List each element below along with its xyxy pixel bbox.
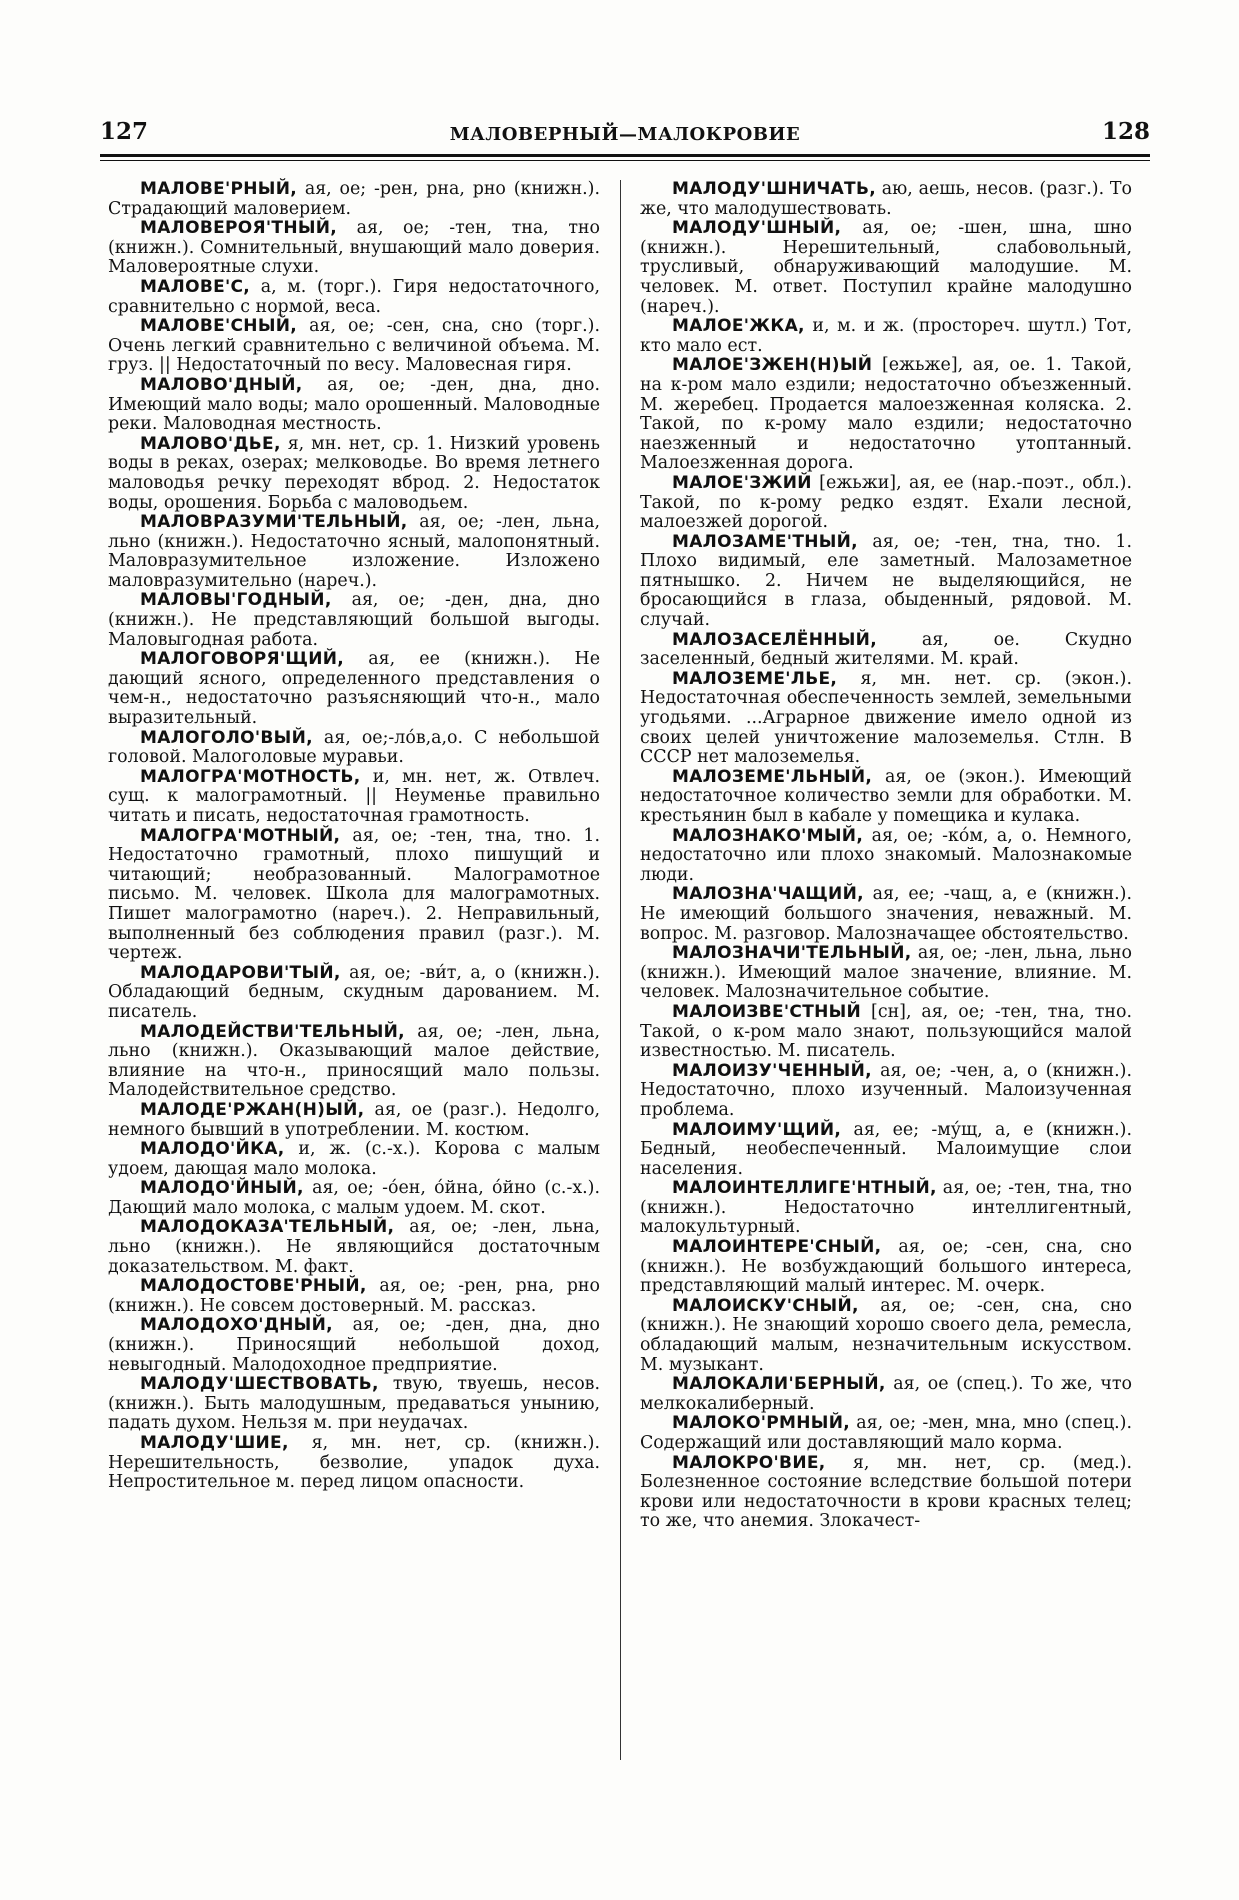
entry-definition: [ежьже], ая, ое. 1. Такой, на к-ром мало ездили; недостаточно объезженный. М. жеребец. Продается малоезженная коляска. 2. Такой, по к-рому мало ездили; недостаточно наезженный и недостаточно утоптанный. Малоезженная дорога. — [640, 355, 1132, 474]
entry-headword: МАЛОВО'ДЬЕ, — [140, 433, 281, 454]
entry-definition: ая, ое; -рен, рна, рно (книжн.). Страдающий маловерием. — [108, 179, 600, 219]
entry-headword: МАЛОГОВОРЯ'ЩИЙ, — [140, 649, 345, 670]
dictionary-entry — [640, 827, 1132, 886]
header-rule — [100, 154, 1150, 157]
entry-headword: МАЛОЗАСЕЛЁННЫЙ, — [672, 629, 877, 650]
entry-headword: МАЛОДАРОВИ'ТЫЙ, — [140, 962, 341, 983]
dictionary-entry — [108, 376, 600, 435]
entry-definition: ая, ое; -чен, а, о (книжн.). Недостаточно, плохо изученный. Малоизученная проблема. — [640, 1060, 1132, 1120]
entry-headword: МАЛОДУ'ШИЕ, — [140, 1433, 289, 1453]
entry-definition: ая, ое; -тен, тна, тно (книжн.). Сомнительный, внушающий мало доверия. Маловероятные слухи. — [108, 218, 600, 278]
entry-definition: ая, ое; -сен, сна, сно (книжн.). Не возбуждающий большого интереса, представляющий малый интерес. М. очерк. — [640, 1237, 1132, 1297]
entry-headword: МАЛОИЗУ'ЧЕННЫЙ, — [672, 1060, 872, 1081]
entry-definition: ая, ее; -чащ, а, е (книжн.). Не имеющий большого значения, неважный. М. вопрос. М. разговор. Малозначащее обстоятельство. — [640, 884, 1132, 944]
dictionary-entry — [640, 1179, 1132, 1238]
dictionary-entry — [108, 1101, 600, 1140]
entry-definition: ая, ое; -ден, дна, дно. Имеющий мало воды; мало орошенный. Маловодные реки. Маловодная местность. — [108, 374, 600, 435]
dictionary-entry — [108, 591, 600, 650]
entry-headword: МАЛОЗЕМЕ'ЛЬНЫЙ, — [672, 766, 873, 787]
dictionary-entry — [640, 670, 1132, 768]
entry-headword: МАЛОИНТЕРЕ'СНЫЙ, — [672, 1237, 882, 1258]
entry-definition: ая, ое; -о́ен, о́йна, о́йно (с.-х.). Дающий мало молока, с малым удоем. М. скот. — [108, 1178, 600, 1218]
entry-headword: МАЛОКРО'ВИЕ, — [672, 1452, 826, 1473]
entry-headword: МАЛОДО'ЙКА, — [140, 1139, 285, 1160]
entry-definition: ая, ое (экон.). Имеющий недостаточное количество земли для обработки. М. крестьянин был в кабале у помещика и кулака. — [640, 766, 1132, 826]
entry-headword: МАЛОГОЛО'ВЫЙ, — [140, 727, 313, 748]
dictionary-entry — [108, 1434, 600, 1493]
dictionary-entry — [640, 474, 1132, 533]
entry-definition: ая, ое; -лен, льна, льно (книжн.). Не являющийся достаточным доказательством. М. факт. — [108, 1217, 600, 1277]
dictionary-entry — [640, 1238, 1132, 1297]
entry-headword: МАЛОДЕ'РЖАН(Н)ЫЙ, — [140, 1099, 365, 1120]
dictionary-entry — [640, 1003, 1132, 1062]
dictionary-entry — [108, 729, 600, 768]
dictionary-entry — [108, 1023, 600, 1101]
entry-definition: ая, ое; -тен, тна, тно (книжн.). Недостаточно интеллигентный, малокультурный. — [640, 1178, 1132, 1238]
dictionary-entry — [108, 964, 600, 1023]
entry-headword: МАЛОДОКАЗА'ТЕЛЬНЫЙ, — [140, 1217, 395, 1238]
entry-definition: я, мн. нет, ср. 1. Низкий уровень воды в реках, озерах; мелководье. Во время летнего маловодья речку переходят вброд. 2. Недостаток воды, орошения. Борьба с маловодьем. — [108, 433, 600, 513]
entry-headword: МАЛОВРАЗУМИ'ТЕЛЬНЫЙ, — [140, 512, 408, 533]
entry-headword: МАЛОЕ'ЖКА, — [672, 316, 805, 337]
entry-definition: ая, ое; -сен, сна, сно (торг.). Очень легкий сравнительно с величиной объема. М. груз. || Недостаточный по весу. Маловесная гиря. — [108, 316, 600, 376]
entry-definition: ая, ое; -мен, мна, мно (спец.). Содержащий или доставляющий мало корма. — [640, 1413, 1132, 1453]
entry-headword: МАЛОЗНА'ЧАЩИЙ, — [672, 884, 864, 905]
entry-definition: и, ж. (с.-х.). Корова с малым удоем, дающая мало молока. — [108, 1139, 600, 1179]
column-divider — [620, 180, 621, 1760]
entry-headword: МАЛОГРА'МОТНЫЙ, — [140, 825, 341, 846]
entry-headword: МАЛОДОСТОВЕ'РНЫЙ, — [140, 1276, 367, 1297]
dictionary-entry — [108, 317, 600, 376]
dictionary-entry — [640, 1375, 1132, 1414]
dictionary-entry — [108, 1375, 600, 1434]
entry-definition: я, мн. нет, ср. (мед.). Болезненное состояние вследствие большой потери крови или недостаточности в крови красных телец; то же, что анемия. Злокачест- — [640, 1452, 1132, 1532]
dictionary-entry — [108, 1277, 600, 1316]
entry-definition: я, мн. нет. ср. (экон.). Недостаточная обеспеченность землей, земельными угодьями. ...Аграрное движение имело одной из своих целей уничтожение малоземелья. Стлн. В СССР нет малоземелья. — [640, 668, 1132, 768]
entry-definition: и, м. и ж. (простореч. шутл.) Тот, кто мало ест. — [640, 316, 1132, 356]
dictionary-entry — [640, 631, 1132, 670]
dictionary-entry — [640, 180, 1132, 219]
running-head: МАЛОВЕРНЫЙ—МАЛОКРОВИЕ — [449, 124, 801, 145]
dictionary-entry — [640, 768, 1132, 827]
entry-headword: МАЛОВО'ДНЫЙ, — [140, 374, 303, 395]
entry-definition: ая, ое; -сен, сна, сно (книжн.). Не знающий хорошо своего дела, ремесла, обладающий малым, незначительным искусством. М. музыкант. — [640, 1295, 1132, 1375]
dictionary-entry — [640, 533, 1132, 631]
dictionary-entry — [108, 650, 600, 728]
entry-headword: МАЛОЗНАКО'МЫЙ, — [672, 825, 864, 846]
entry-definition: ая, ое; -тен, тна, тно. 1. Недостаточно грамотный, плохо пишущий и читающий; необразованный. Малограмотное письмо. М. человек. Школа для малограмотных. Пишет малограмотно (нареч.). 2. Неправильный, выполненный без соблюдения правил (разг.). М. чертеж. — [108, 825, 600, 964]
dictionary-entry — [640, 1454, 1132, 1532]
entry-definition: ая, ое; -шен, шна, шно (книжн.). Нерешительный, слабовольный, трусливый, обнаруживающий малодушие. М. человек. М. ответ. Поступил крайне малодушно (нареч.). — [640, 218, 1132, 317]
entry-definition: ая, ое. Скудно заселенный, бедный жителями. М. край. — [640, 629, 1132, 670]
dictionary-entry — [108, 219, 600, 278]
entry-definition: ая, ое;-ло́в,а,о. С небольшой головой. Малоголовые муравьи. — [108, 727, 600, 768]
entry-definition: ая, ое; -ден, дна, дно (книжн.). Приносящий небольшой доход, невыгодный. Малодоходное предприятие. — [108, 1315, 600, 1375]
entry-headword: МАЛОЗЕМЕ'ЛЬЕ, — [672, 668, 838, 689]
entry-definition: ая, ее (книжн.). Не дающий ясного, определенного представления о чем-н., недостаточно разъясняющий что-н., мало выразительный. — [108, 649, 600, 729]
entry-definition: ая, ое; -лен, льна, льно (книжн.). Недостаточно ясный, малопонятный. Маловразумительное изложение. Изложено маловразумительно (нареч.). — [108, 512, 600, 591]
dictionary-entry — [640, 1121, 1132, 1180]
entry-headword: МАЛОДУ'ШНЫЙ, — [672, 218, 842, 239]
entry-headword: МАЛОВЕ'С, — [140, 276, 251, 297]
entry-definition: я, мн. нет, ср. (книжн.). Нерешительность, безволие, упадок духа. Непростительное м. перед лицом опасности. — [108, 1433, 600, 1493]
entry-headword: МАЛОДЕЙСТВИ'ТЕЛЬНЫЙ, — [140, 1021, 405, 1042]
entry-headword: МАЛОЕ'ЗЖЕН(Н)ЫЙ — [672, 355, 873, 376]
dictionary-entry — [108, 180, 600, 219]
entry-definition: ая, ое; -ко́м, а, о. Немного, недостаточно или плохо знакомый. Малознакомые люди. — [640, 825, 1132, 885]
entry-headword: МАЛОДУ'ШЕСТВОВАТЬ, — [140, 1374, 379, 1395]
entry-definition: ая, ое (разг.). Недолго, немного бывший в употреблении. М. костюм. — [108, 1099, 600, 1140]
right-column — [640, 180, 1132, 1532]
dictionary-entry — [108, 513, 600, 591]
entry-definition: ая, ое; -тен, тна, тно. 1. Плохо видимый, еле заметный. Малозаметное пятнышко. 2. Ничем не выделяющийся, не бросающийся в глаза, обыденный, рядовой. М. случай. — [640, 531, 1132, 631]
entry-definition: ая, ее; -му́щ, а, е (книжн.). Бедный, необеспеченный. Малоимущие слои населения. — [640, 1119, 1132, 1179]
entry-definition: а, м. (торг.). Гиря недостаточного, сравнительно с нормой, веса. — [108, 276, 600, 317]
left-page-number: 127 — [100, 118, 149, 145]
entry-headword: МАЛОИНТЕЛЛИГЕ'НТНЫЙ, — [672, 1178, 937, 1199]
dictionary-entry — [108, 1218, 600, 1277]
entry-definition: ая, ое; -ви́т, а, о (книжн.). Обладающий бедным, скудным дарованием. М. писатель. — [108, 962, 600, 1022]
dictionary-entry — [640, 1062, 1132, 1121]
header-rule-thin — [100, 160, 1150, 161]
entry-headword: МАЛОДОХО'ДНЫЙ, — [140, 1315, 333, 1336]
entry-headword: МАЛОВЕ'СНЫЙ, — [140, 316, 298, 337]
dictionary-entry — [108, 435, 600, 513]
entry-definition: ая, ое; -ден, дна, дно (книжн.). Не представляющий большой выгоды. Маловыгодная работа. — [108, 590, 600, 650]
entry-definition: [ежьжи], ая, ее (нар.-поэт., обл.). Такой, по к-рому редко ездят. Ехали лесной, малоезжей дорогой. — [640, 472, 1132, 533]
dictionary-entry — [108, 278, 600, 317]
dictionary-entry — [640, 1297, 1132, 1375]
entry-headword: МАЛОКАЛИ'БЕРНЫЙ, — [672, 1374, 886, 1395]
entry-definition: ая, ое (спец.). То же, что мелкокалиберный. — [640, 1374, 1132, 1414]
entry-headword: МАЛОГРА'МОТНОСТЬ, — [140, 766, 361, 787]
entry-headword: МАЛОИСКУ'СНЫЙ, — [672, 1295, 859, 1316]
entry-definition: ая, ое; -лен, льна, льно (книжн.). Имеющий малое значение, влияние. М. человек. Малозначительное событие. — [640, 943, 1132, 1003]
entry-definition: и, мн. нет, ж. Отвлеч. сущ. к малограмотный. || Неуменье правильно читать и писать, недостаточная грамотность. — [108, 766, 600, 826]
dictionary-entry — [640, 1414, 1132, 1453]
dictionary-entry — [108, 1140, 600, 1179]
dictionary-entry — [640, 885, 1132, 944]
left-column — [108, 180, 600, 1493]
entry-definition: аю, аешь, несов. (разг.). То же, что малодушествовать. — [640, 179, 1132, 219]
dictionary-entry — [640, 944, 1132, 1003]
entry-headword: МАЛОИЗВЕ'СТНЫЙ — [672, 1001, 862, 1022]
dictionary-entry — [108, 1316, 600, 1375]
dictionary-entry — [108, 1179, 600, 1218]
entry-headword: МАЛОКО'РМНЫЙ, — [672, 1413, 851, 1434]
entry-definition: ая, ое; -лен, льна, льно (книжн.). Оказывающий малое действие, влияние на что-н., приносящий мало пользы. Малодействительное средство. — [108, 1021, 600, 1101]
entry-headword: МАЛОЗАМЕ'ТНЫЙ, — [672, 531, 858, 552]
entry-headword: МАЛОВЫ'ГОДНЫЙ, — [140, 590, 332, 611]
entry-definition: твую, твуешь, несов. (книжн.). Быть малодушным, предаваться унынию, падать духом. Нельзя м. при неудачах. — [108, 1374, 600, 1434]
dictionary-entry — [108, 768, 600, 827]
entry-headword: МАЛОВЕРОЯ'ТНЫЙ, — [140, 218, 338, 239]
entry-headword: МАЛОДО'ЙНЫЙ, — [140, 1178, 304, 1199]
entry-headword: МАЛОИМУ'ЩИЙ, — [672, 1119, 842, 1140]
entry-headword: МАЛОЕ'ЗЖИЙ — [672, 472, 812, 493]
dictionary-entry — [640, 317, 1132, 356]
entry-headword: МАЛОДУ'ШНИЧАТЬ, — [672, 179, 876, 199]
dictionary-entry — [108, 827, 600, 964]
entry-headword: МАЛОВЕ'РНЫЙ, — [140, 179, 298, 199]
right-page-number: 128 — [1101, 118, 1150, 145]
entry-definition: [сн], ая, ое; -тен, тна, тно. Такой, о к-ром мало знают, пользующийся малой известностью. М. писатель. — [640, 1001, 1132, 1062]
entry-definition: ая, ое; -рен, рна, рно (книжн.). Не совсем достоверный. М. рассказ. — [108, 1276, 600, 1316]
entry-headword: МАЛОЗНАЧИ'ТЕЛЬНЫЙ, — [672, 943, 912, 964]
dictionary-entry — [640, 219, 1132, 317]
page-header — [100, 118, 1150, 154]
dictionary-entry — [640, 356, 1132, 474]
